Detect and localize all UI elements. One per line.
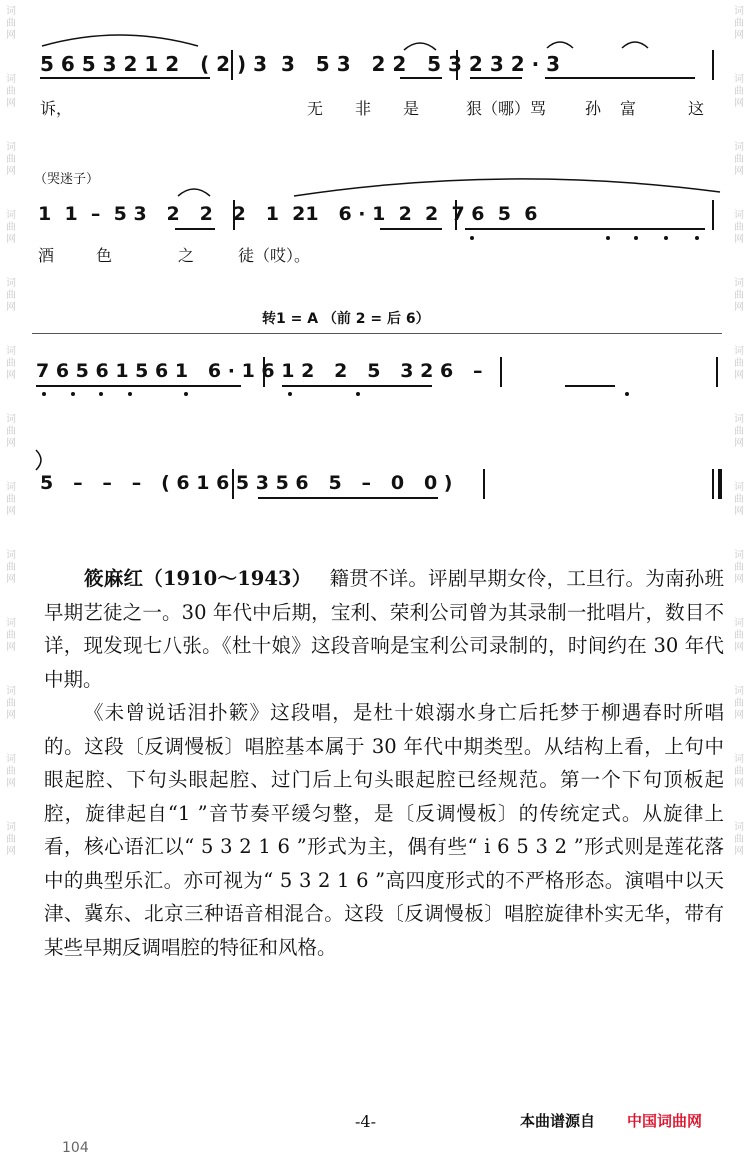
watermark-text: 词 曲 网 xyxy=(734,278,744,313)
lyric: 孙 xyxy=(585,99,602,118)
lyric: 之 xyxy=(178,246,195,265)
article-heading: 筱麻红（1910～1943） xyxy=(84,567,312,590)
page-number-faded: 104 xyxy=(62,1140,89,1156)
watermark-text: 词 曲 网 xyxy=(734,482,744,517)
lyric: 徒（哎）。 xyxy=(238,246,311,265)
watermark-text: 词 曲 网 xyxy=(734,550,744,585)
section-label: （哭迷子） xyxy=(34,172,100,187)
watermark-text: 词 曲 网 xyxy=(734,414,744,449)
paragraph-text: 籍贯不详。评剧早期女伶，工旦行。为南孙班早期艺徒之一。30 年代中后期，宝利、荣利公司曾为其录制一批唱片，数目不详，现发现七八张。《杜十娘》这段音响是宝利公司录制的，时间约在 30 年代中期。 xyxy=(44,567,724,691)
watermark-text: 词 曲 网 xyxy=(6,278,16,313)
watermark-text: 词 曲 网 xyxy=(734,822,744,857)
watermark-text: 词 曲 网 xyxy=(6,414,16,449)
watermark-text: 词 曲 网 xyxy=(6,482,16,517)
score-line-4 xyxy=(0,0,750,520)
lyric: 这 xyxy=(688,99,705,118)
watermark-text: 词 曲 网 xyxy=(6,618,16,653)
underline xyxy=(258,497,438,499)
page-number: -4- xyxy=(355,1112,376,1131)
notes-line-3: 7 6 5 6 1 5 6 1 6 · 1 6 1 2 2 5 3 2 6 – xyxy=(36,360,483,382)
lyric: 狠（哪）骂 xyxy=(466,99,547,118)
lyric: 非 xyxy=(355,99,372,118)
watermark-text: 词 曲 网 xyxy=(6,686,16,721)
watermark-text: 词 曲 网 xyxy=(734,6,744,41)
watermark-text: 词 曲 网 xyxy=(734,346,744,381)
barline xyxy=(483,469,485,499)
watermark-text: 词 曲 网 xyxy=(734,686,744,721)
watermark-text: 词 曲 网 xyxy=(6,210,16,245)
notes-line-4: 5 – – – ( 6 1 6 5 3 5 6 5 – 0 0 ) xyxy=(40,472,453,494)
tie-arc xyxy=(34,448,48,472)
watermark-text: 词 曲 网 xyxy=(734,74,744,109)
watermark-text: 词 曲 网 xyxy=(6,550,16,585)
lyric: 无 xyxy=(307,99,324,118)
watermark-text: 词 曲 网 xyxy=(734,142,744,177)
lyric: 是 xyxy=(403,99,420,118)
modulation-mark: 转1 = A （前 2 = 后 6） xyxy=(262,311,430,327)
watermark-text: 词 曲 网 xyxy=(734,210,744,245)
article xyxy=(44,562,724,964)
watermark-text: 词 曲 网 xyxy=(6,822,16,857)
watermark-text: 词 曲 网 xyxy=(6,6,16,41)
paragraph: 《未曾说话泪扑簌》这段唱，是杜十娘溺水身亡后托梦于柳遇春时所唱的。这段〔反调慢板〕唱腔基本属于 30 年代中期类型。从结构上看，上句中眼起腔、下句头眼起腔、过门后上句头眼起腔已经规范。第一个下句顶板起腔，旋律起自“1 ”音节奏平缓匀整，是〔反调慢板〕的传统定式。从旋律上看，核心语汇以“ 5 3 2 1 6 ”形式为主，偶有些“ i 6 5 3 2 ”形式则是莲花落中的典型乐汇。亦可视为“ 5 3 2 1 6 ”高四度形式的不严格形态。演唱中以天津、冀东、北京三种语音相混合。这段〔反调慢板〕唱腔旋律朴实无华，带有某些早期反调唱腔的特征和风格。 xyxy=(44,701,724,959)
watermark-text: 词 曲 网 xyxy=(6,142,16,177)
watermark-text: 词 曲 网 xyxy=(6,74,16,109)
barline xyxy=(232,469,234,499)
final-barline xyxy=(718,469,722,499)
watermark-text: 词 曲 网 xyxy=(6,754,16,789)
watermark-text: 词 曲 网 xyxy=(6,346,16,381)
lyric: 富 xyxy=(620,99,637,118)
source-label: 本曲谱源自 xyxy=(520,1112,596,1130)
notes-line-1: 5 6 5 3 2 1 2 ( 2 ) 3 3 5 3 2 2 5 3 2 3 2 · 3 xyxy=(40,52,561,76)
lyric: 色 xyxy=(96,246,113,265)
watermark-text: 词 曲 网 xyxy=(734,618,744,653)
notes-line-2: 1 1 – 5 3 2 2 2 1 21 6 · 1 2 2 7 6 5 6 xyxy=(38,203,538,225)
watermark-text: 词 曲 网 xyxy=(734,754,744,789)
site-link[interactable]: 中国词曲网 xyxy=(627,1112,703,1130)
paragraph xyxy=(44,562,724,696)
final-barline xyxy=(712,469,714,499)
lyric: 酒 xyxy=(38,246,55,265)
lyric: 诉， xyxy=(40,99,73,118)
